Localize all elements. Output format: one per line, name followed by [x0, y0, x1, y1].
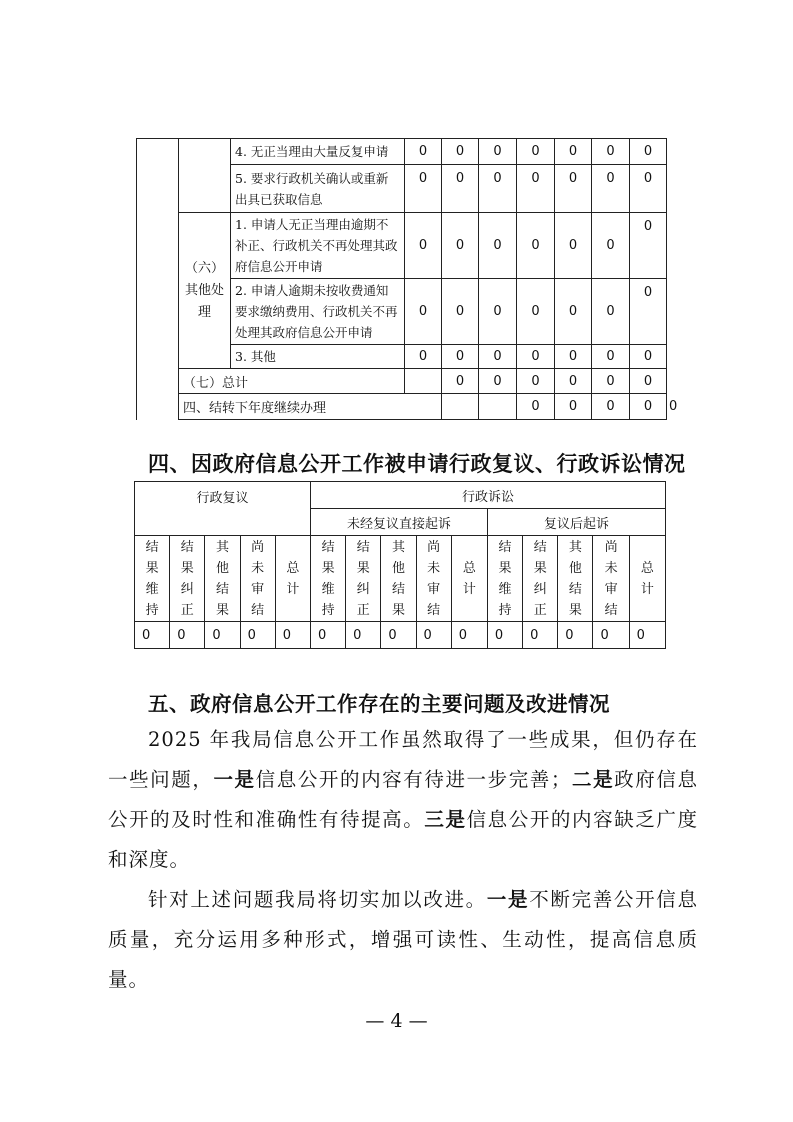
- cell-value: 0: [555, 345, 592, 369]
- cell-value: 0: [555, 369, 592, 394]
- body-text: [108, 720, 698, 1000]
- cell-value: 0: [630, 345, 667, 369]
- row-item-label: 4. 无正当理由大量反复申请: [231, 139, 405, 165]
- cell-value: 0: [555, 165, 592, 213]
- cell-value: 0: [592, 345, 630, 369]
- col-header: 结果纠正: [346, 536, 381, 622]
- table-row: [137, 139, 667, 165]
- total-row: [137, 369, 667, 394]
- cell-value: 0: [517, 139, 555, 165]
- cell-value: 0: [555, 139, 592, 165]
- col-header: 结果纠正: [523, 536, 558, 622]
- cell-value: 0: [405, 279, 442, 345]
- col-header: 其他结果: [205, 536, 240, 622]
- section-heading-5: 五、政府信息公开工作存在的主要问题及改进情况: [148, 692, 610, 716]
- cell-value: 0: [170, 622, 205, 649]
- cell-value: 0: [479, 369, 517, 394]
- cell-value: 0: [555, 213, 592, 279]
- table-row: [135, 622, 666, 649]
- cell-value: 0: [405, 213, 442, 279]
- cell-value: 0: [593, 622, 629, 649]
- cell-value: 0: [442, 139, 479, 165]
- cell-value: 0: [479, 139, 517, 165]
- col-header: 总计: [275, 536, 310, 622]
- cell-value: 0: [479, 345, 517, 369]
- cell-value: 0: [630, 369, 667, 394]
- admin-review-header: 行政复议: [135, 482, 311, 536]
- group-6-label: （六）其他处理: [179, 213, 231, 369]
- cell-value: 0: [442, 345, 479, 369]
- cell-value: 0: [442, 369, 479, 394]
- cell-value: 0: [517, 345, 555, 369]
- cell-value: 0: [405, 345, 442, 369]
- cell-value: 0: [442, 279, 479, 345]
- cell-value: 0: [517, 213, 555, 279]
- cell-value: 0: [523, 622, 558, 649]
- cell-value: 0: [558, 622, 593, 649]
- cell-value: 0: [517, 279, 555, 345]
- cell-value: 0: [479, 213, 517, 279]
- direct-suit-header: 未经复议直接起诉: [310, 509, 487, 536]
- row-item-label: 5. 要求行政机关确认或重新出具已获取信息: [231, 165, 405, 213]
- cell-value: 0: [479, 165, 517, 213]
- cell-value: 0: [487, 622, 522, 649]
- paragraph-improvements: 针对上述问题我局将切实加以改进。一是不断完善公开信息质量，充分运用多种形式，增强可读性、生动性，提高信息质量。: [108, 888, 698, 991]
- cell-value: 0: [630, 394, 667, 420]
- cell-value: 0: [592, 213, 630, 279]
- carryover-label: 四、结转下年度继续办理: [179, 394, 442, 420]
- cell-value: 0: [416, 622, 451, 649]
- cell-value: 0: [630, 165, 667, 213]
- cell-value: 0: [592, 139, 630, 165]
- row-item-label: 1. 申请人无正当理由逾期不补正、行政机关不再处理其政府信息公开申请: [231, 213, 405, 279]
- col-header: 尚未审结: [240, 536, 275, 622]
- cell-value: 0: [629, 622, 665, 649]
- row-item-label: 2. 申请人逾期未按收费通知要求缴纳费用、行政机关不再处理其政府信息公开申请: [231, 279, 405, 345]
- cell-value: 0: [592, 279, 630, 345]
- review-litigation-table: [134, 481, 666, 649]
- after-review-suit-header: 复议后起诉: [487, 509, 665, 536]
- cell-value: 0: [205, 622, 240, 649]
- cell-value: 0: [135, 622, 170, 649]
- col-header: 尚未审结: [593, 536, 629, 622]
- col-header: 尚未审结: [416, 536, 451, 622]
- col-header: 其他结果: [381, 536, 416, 622]
- section-heading-4: 四、因政府信息公开工作被申请行政复议、行政诉讼情况: [148, 452, 686, 476]
- application-handling-table: [136, 138, 678, 420]
- cell-value: 0: [275, 622, 310, 649]
- table-row: [137, 213, 667, 279]
- col-header: 结果维持: [135, 536, 170, 622]
- cell-value: 0: [346, 622, 381, 649]
- cell-value: 0: [555, 394, 592, 420]
- col-header: 结果纠正: [170, 536, 205, 622]
- cell-value: 0: [592, 394, 630, 420]
- cell-value: 0: [479, 279, 517, 345]
- col-header: 其他结果: [558, 536, 593, 622]
- col-header: 结果维持: [487, 536, 522, 622]
- carryover-row: 四、结转下年度继续办理 0 0 0 0 0: [137, 394, 667, 420]
- paragraph-problems: 2025 年我局信息公开工作虽然取得了一些成果，但仍存在一些问题，一是信息公开的内容有待进一步完善；二是政府信息公开的及时性和准确性有待提高。三是信息公开的内容缺乏广度和深度。: [108, 728, 698, 871]
- cell-value: 0: [592, 369, 630, 394]
- cell-value: 0: [451, 622, 487, 649]
- cell-value: 0: [310, 622, 345, 649]
- cell-value: 0: [517, 369, 555, 394]
- cell-value: 0: [555, 279, 592, 345]
- admin-litigation-header: 行政诉讼: [310, 482, 665, 509]
- col-header: 结果维持: [310, 536, 345, 622]
- cell-value: 0: [630, 213, 667, 279]
- row-item-label: 3. 其他: [231, 345, 405, 369]
- cell-value: 0: [381, 622, 416, 649]
- cell-value: 0: [517, 165, 555, 213]
- cell-value: 0: [630, 279, 667, 345]
- cell-value: 0: [405, 165, 442, 213]
- cell-value: 0: [240, 622, 275, 649]
- cell-value: 0: [592, 165, 630, 213]
- cell-value: 0: [442, 213, 479, 279]
- cell-value: 0: [517, 394, 555, 420]
- cell-value: 0: [630, 139, 667, 165]
- col-header: 总计: [629, 536, 665, 622]
- col-header: 总计: [451, 536, 487, 622]
- cell-value: 0: [442, 165, 479, 213]
- total-label: （七）总计: [179, 369, 405, 394]
- cell-value: 0: [405, 139, 442, 165]
- page-number: — 4 —: [365, 1010, 428, 1032]
